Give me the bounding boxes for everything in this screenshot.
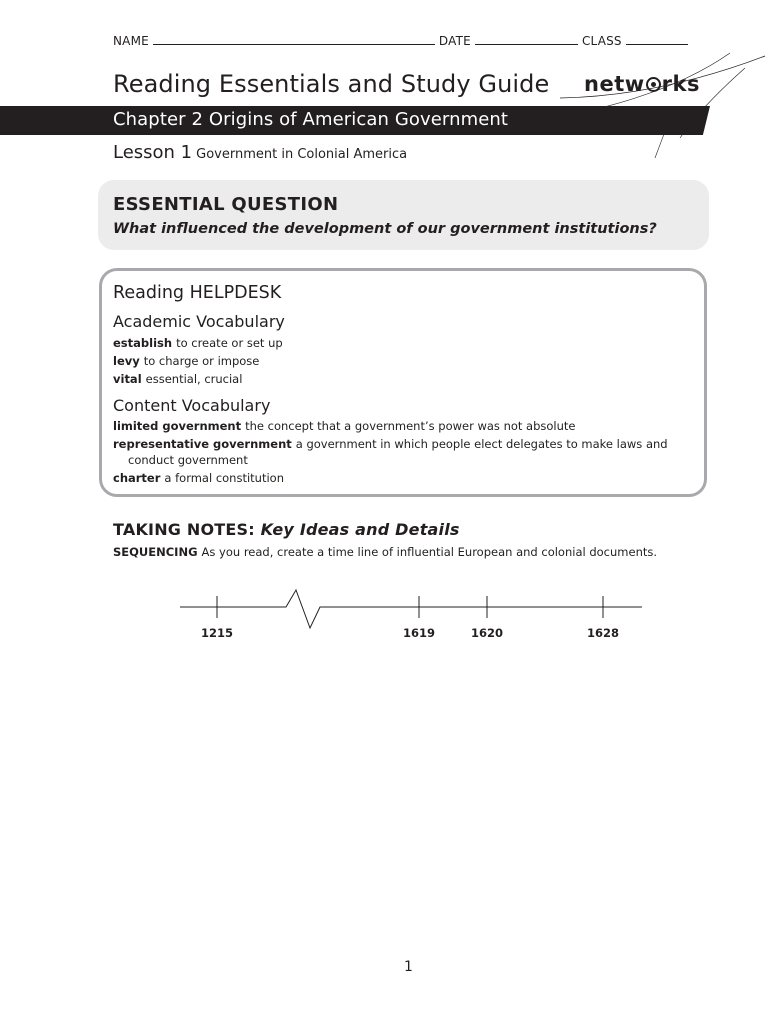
vocab-item: representative government a government in which people elect delegates to make laws and	[113, 437, 668, 451]
timeline-year: 1620	[470, 626, 504, 640]
chapter-title: Chapter 2 Origins of American Government	[113, 109, 509, 130]
helpdesk-title: Reading HELPDESK	[113, 283, 282, 303]
page-number: 1	[404, 959, 413, 975]
sequencing-instruction: SEQUENCING As you read, create a time line of influential European and colonial documents.	[113, 545, 658, 559]
essential-question-box	[98, 180, 709, 250]
date-field[interactable]	[475, 34, 578, 45]
timeline-year: 1619	[402, 626, 436, 640]
academic-vocabulary-list	[113, 335, 693, 387]
name-field[interactable]	[153, 34, 435, 45]
vocab-item: establish to create or set up	[113, 336, 283, 350]
taking-notes-heading: TAKING NOTES: Key Ideas and Details	[113, 520, 460, 539]
networks-logo: netw rks	[584, 72, 700, 96]
lesson-label: Lesson 1	[113, 142, 193, 163]
page-title: Reading Essentials and Study Guide	[113, 70, 550, 98]
date-label: DATE	[438, 34, 471, 48]
header-fields	[113, 34, 692, 48]
logo-globe-icon	[646, 77, 661, 92]
academic-vocabulary-heading: Academic Vocabulary	[113, 312, 285, 331]
class-field[interactable]	[626, 34, 688, 45]
vocab-item: charter a formal constitution	[113, 471, 284, 485]
content-vocabulary-heading: Content Vocabulary	[113, 396, 271, 415]
lesson-subtitle: Government in Colonial America	[196, 147, 408, 162]
vocab-item: levy to charge or impose	[113, 354, 260, 368]
timeline	[160, 580, 660, 660]
vocab-item: vital essential, crucial	[113, 372, 243, 386]
name-label: NAME	[113, 34, 149, 48]
essential-question-text: What influenced the development of our government institutions?	[113, 221, 657, 237]
essential-question-heading: ESSENTIAL QUESTION	[113, 194, 339, 215]
lesson-heading	[113, 142, 407, 163]
timeline-year: 1628	[586, 626, 620, 640]
vocab-item: limited government the concept that a government’s power was not absolute	[113, 419, 576, 433]
timeline-year: 1215	[200, 626, 234, 640]
vocab-item-continued: conduct government	[128, 453, 248, 467]
class-label: CLASS	[581, 34, 622, 48]
content-vocabulary-list	[113, 418, 693, 486]
